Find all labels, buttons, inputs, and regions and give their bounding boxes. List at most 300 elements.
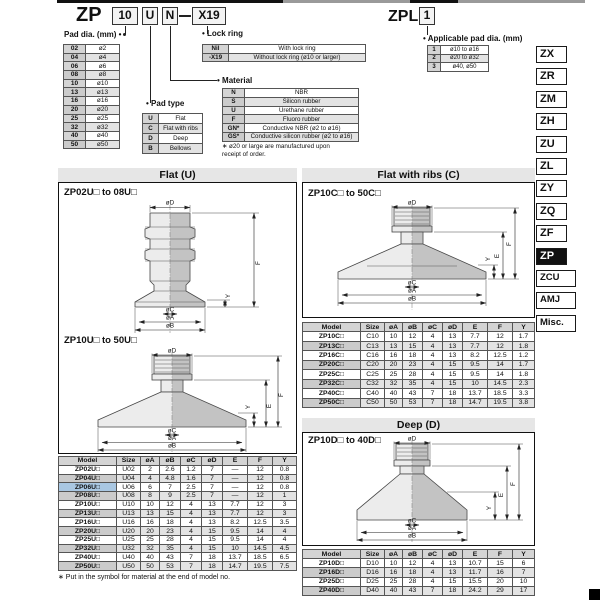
value-cell: 8 bbox=[141, 492, 160, 501]
flat-c-dimension-table bbox=[302, 322, 535, 408]
table-row bbox=[303, 370, 535, 379]
value-cell: 7 bbox=[202, 465, 223, 474]
value-cell: 0.8 bbox=[273, 465, 297, 474]
dim-label-y: Y bbox=[485, 256, 492, 262]
value-cell: ø32 bbox=[86, 123, 120, 132]
value-cell: 4 bbox=[273, 535, 297, 544]
value-cell: 9 bbox=[160, 492, 181, 501]
dim-label-od: øD bbox=[165, 199, 175, 207]
column-header: øC bbox=[181, 457, 202, 466]
value-cell: 25 bbox=[385, 577, 403, 586]
value-cell: 15 bbox=[202, 544, 223, 553]
value-cell: 17 bbox=[513, 586, 535, 595]
value-cell: 11.7 bbox=[463, 568, 488, 577]
row-key-cell: ZP13C□ bbox=[303, 341, 361, 350]
value-cell: U10 bbox=[117, 500, 141, 509]
value-cell: 7 bbox=[423, 398, 443, 407]
column-header: Size bbox=[361, 550, 385, 559]
row-key-cell: 10 bbox=[64, 79, 86, 88]
value-cell: 2.5 bbox=[181, 483, 202, 492]
dim-label-e: E bbox=[498, 492, 505, 498]
value-cell: 7 bbox=[160, 483, 181, 492]
value-cell: D40 bbox=[361, 586, 385, 595]
column-header: øC bbox=[423, 323, 443, 332]
value-cell: 2 bbox=[141, 465, 160, 474]
connector-material-h bbox=[170, 80, 217, 81]
value-cell: 8.2 bbox=[223, 518, 248, 527]
value-cell: 13 bbox=[443, 332, 463, 341]
sidebar-tab-zcu: ZCU bbox=[536, 270, 576, 287]
connector-size-dot bbox=[123, 33, 126, 36]
value-cell: 28 bbox=[160, 535, 181, 544]
value-cell: U08 bbox=[117, 492, 141, 501]
value-cell: 29 bbox=[488, 586, 513, 595]
value-cell: 13 bbox=[141, 509, 160, 518]
table-row bbox=[303, 332, 535, 341]
model-prefix: ZP bbox=[76, 4, 102, 26]
value-cell: 7.7 bbox=[463, 341, 488, 350]
value-cell: 8.2 bbox=[463, 351, 488, 360]
value-cell: C13 bbox=[361, 341, 385, 350]
value-cell: With lock ring bbox=[229, 45, 366, 54]
row-key-cell: 08 bbox=[64, 71, 86, 80]
value-cell: 12 bbox=[248, 509, 273, 518]
value-cell: U13 bbox=[117, 509, 141, 518]
dim-label-ob: øB bbox=[167, 442, 177, 450]
table-row bbox=[143, 134, 203, 144]
sidebar-tab-zf: ZF bbox=[536, 225, 567, 242]
zpl-number-box: 1 bbox=[419, 7, 435, 25]
value-cell: 16 bbox=[385, 351, 403, 360]
value-cell: 40 bbox=[385, 389, 403, 398]
dim-label-od: øD bbox=[167, 347, 177, 355]
value-cell: 12.5 bbox=[488, 351, 513, 360]
value-cell: 28 bbox=[403, 370, 423, 379]
table-row bbox=[223, 124, 359, 133]
table-row bbox=[143, 144, 203, 154]
value-cell: 40 bbox=[141, 553, 160, 562]
table-row bbox=[203, 53, 366, 62]
value-cell: 28 bbox=[403, 577, 423, 586]
row-key-cell: ZP25D□ bbox=[303, 577, 361, 586]
deep-d-dimension-table bbox=[302, 549, 535, 596]
value-cell: ø50 bbox=[86, 140, 120, 149]
value-cell: 15 bbox=[403, 341, 423, 350]
dim-label-od: øD bbox=[407, 199, 417, 207]
column-header: Y bbox=[513, 550, 535, 559]
value-cell: 7.7 bbox=[223, 500, 248, 509]
row-key-cell: ZP40D□ bbox=[303, 586, 361, 595]
value-cell: 18 bbox=[403, 351, 423, 360]
pad-dia-label: Pad dia. (mm) • bbox=[64, 30, 121, 39]
row-key-cell: ZP25U□ bbox=[59, 535, 117, 544]
row-key-cell: 25 bbox=[64, 114, 86, 123]
value-cell: 4 bbox=[423, 360, 443, 369]
lock-ring-label: • Lock ring bbox=[202, 29, 243, 38]
row-key-cell: D bbox=[143, 134, 159, 144]
value-cell: 9.5 bbox=[223, 535, 248, 544]
material-table bbox=[222, 88, 359, 142]
dim-label-oa: øA bbox=[165, 314, 175, 322]
value-cell: 19.5 bbox=[488, 398, 513, 407]
dim-label-y: Y bbox=[225, 293, 232, 299]
table-row bbox=[59, 465, 297, 474]
row-key-cell: -X19 bbox=[203, 53, 229, 62]
row-key-cell: 50 bbox=[64, 140, 86, 149]
table-row bbox=[59, 535, 297, 544]
row-key-cell: ZP32C□ bbox=[303, 379, 361, 388]
value-cell: 12.5 bbox=[248, 518, 273, 527]
dim-label-oc: øC bbox=[165, 306, 175, 314]
value-cell: C10 bbox=[361, 332, 385, 341]
value-cell: 0.8 bbox=[273, 474, 297, 483]
value-cell: 7 bbox=[423, 586, 443, 595]
value-cell: ø2 bbox=[86, 45, 120, 54]
value-cell: 10.7 bbox=[463, 559, 488, 568]
table-row bbox=[303, 389, 535, 398]
value-cell: 4.5 bbox=[273, 544, 297, 553]
row-key-cell: ZP06U□ bbox=[59, 483, 117, 492]
value-cell: 7 bbox=[423, 389, 443, 398]
table-row bbox=[428, 46, 489, 55]
value-cell: 12 bbox=[248, 474, 273, 483]
table-row bbox=[303, 360, 535, 369]
table-row bbox=[428, 54, 489, 63]
value-cell: 10 bbox=[463, 379, 488, 388]
value-cell: 10 bbox=[385, 559, 403, 568]
value-cell: U02 bbox=[117, 465, 141, 474]
value-cell: U20 bbox=[117, 527, 141, 536]
table-row bbox=[64, 114, 120, 123]
value-cell: 16 bbox=[385, 568, 403, 577]
value-cell: 10 bbox=[385, 332, 403, 341]
value-cell: 18 bbox=[443, 586, 463, 595]
value-cell: Urethane rubber bbox=[245, 106, 359, 115]
dim-label-y: Y bbox=[245, 404, 252, 410]
value-cell: 12 bbox=[488, 332, 513, 341]
value-cell: 43 bbox=[403, 586, 423, 595]
connector-material-v bbox=[170, 26, 171, 81]
row-key-cell: ZP04U□ bbox=[59, 474, 117, 483]
value-cell: 43 bbox=[403, 389, 423, 398]
value-cell: Deep bbox=[159, 134, 203, 144]
sidebar-tab-zr: ZR bbox=[536, 68, 567, 85]
row-key-cell: N bbox=[223, 89, 245, 98]
value-cell: 7 bbox=[181, 562, 202, 571]
value-cell: 25 bbox=[385, 370, 403, 379]
column-header: Y bbox=[273, 457, 297, 466]
top-rule-right-black bbox=[410, 0, 458, 3]
value-cell: 18.5 bbox=[248, 553, 273, 562]
value-cell: 9.5 bbox=[463, 360, 488, 369]
table-row bbox=[64, 105, 120, 114]
zpl-prefix: ZPL bbox=[388, 8, 419, 25]
dim-label-ob: øB bbox=[165, 322, 175, 330]
value-cell: 9.5 bbox=[223, 527, 248, 536]
value-cell: 14.5 bbox=[488, 379, 513, 388]
row-key-cell: ZP50U□ bbox=[59, 562, 117, 571]
table-row bbox=[64, 71, 120, 80]
dim-label-oa: øA bbox=[167, 435, 177, 442]
table-row bbox=[303, 559, 535, 568]
value-cell: 3.3 bbox=[513, 389, 535, 398]
diagram-deep-d bbox=[305, 434, 531, 544]
sidebar-tab-zh: ZH bbox=[536, 113, 567, 130]
value-cell: 10 bbox=[513, 577, 535, 586]
value-cell: 32 bbox=[141, 544, 160, 553]
model-material-box: N bbox=[162, 7, 178, 25]
top-rule-left-black bbox=[57, 0, 283, 3]
value-cell: 14 bbox=[248, 535, 273, 544]
flat-c-section-title: Flat with ribs (C) bbox=[302, 168, 535, 183]
value-cell: 18 bbox=[443, 389, 463, 398]
value-cell: — bbox=[223, 483, 248, 492]
column-header: øA bbox=[141, 457, 160, 466]
value-cell: ø10 to ø16 bbox=[441, 46, 489, 55]
value-cell: Fluoro rubber bbox=[245, 115, 359, 124]
value-cell: ø6 bbox=[86, 62, 120, 71]
column-header: F bbox=[488, 323, 513, 332]
pad-type-table bbox=[142, 113, 203, 154]
applicable-pad-dia-table bbox=[427, 45, 489, 72]
value-cell: 7 bbox=[181, 553, 202, 562]
table-row bbox=[303, 398, 535, 407]
value-cell: 53 bbox=[403, 398, 423, 407]
diagram-flat-c bbox=[305, 198, 531, 314]
row-key-cell: U bbox=[223, 106, 245, 115]
value-cell: D10 bbox=[361, 559, 385, 568]
row-key-cell: ZP16C□ bbox=[303, 351, 361, 360]
value-cell: D16 bbox=[361, 568, 385, 577]
value-cell: 23 bbox=[403, 360, 423, 369]
dim-label-f: F bbox=[510, 482, 517, 486]
value-cell: 20 bbox=[385, 360, 403, 369]
value-cell: 13 bbox=[202, 518, 223, 527]
value-cell: 16 bbox=[141, 518, 160, 527]
column-header: øD bbox=[443, 550, 463, 559]
flat-c-range-label: ZP10C□ to 50C□ bbox=[308, 188, 381, 199]
value-cell: 14.5 bbox=[248, 544, 273, 553]
value-cell: 18 bbox=[403, 568, 423, 577]
value-cell: 1.7 bbox=[513, 332, 535, 341]
value-cell: Silicon rubber bbox=[245, 97, 359, 106]
row-key-cell: ZP02U□ bbox=[59, 465, 117, 474]
row-key-cell: 1 bbox=[428, 46, 441, 55]
dim-label-y: Y bbox=[486, 505, 493, 511]
value-cell: 4 bbox=[423, 370, 443, 379]
table-row bbox=[64, 62, 120, 71]
value-cell: C40 bbox=[361, 389, 385, 398]
table-row bbox=[59, 483, 297, 492]
sidebar-tab-zy: ZY bbox=[536, 180, 567, 197]
dim-label-f: F bbox=[506, 242, 513, 246]
row-key-cell: ZP40C□ bbox=[303, 389, 361, 398]
value-cell: 19.5 bbox=[248, 562, 273, 571]
value-cell: 4 bbox=[423, 379, 443, 388]
table-row bbox=[223, 97, 359, 106]
row-key-cell: ZP50C□ bbox=[303, 398, 361, 407]
value-cell: 12 bbox=[248, 483, 273, 492]
value-cell: 2.3 bbox=[513, 379, 535, 388]
table-row bbox=[59, 518, 297, 527]
sidebar-tab-amj: AMJ bbox=[536, 292, 576, 309]
value-cell: 35 bbox=[403, 379, 423, 388]
row-key-cell: ZP10C□ bbox=[303, 332, 361, 341]
value-cell: 13 bbox=[202, 509, 223, 518]
table-row bbox=[223, 115, 359, 124]
value-cell: 15 bbox=[443, 577, 463, 586]
value-cell: 14.7 bbox=[223, 562, 248, 571]
value-cell: 12 bbox=[160, 500, 181, 509]
value-cell: 4 bbox=[181, 500, 202, 509]
row-key-cell: 02 bbox=[64, 45, 86, 54]
value-cell: Flat bbox=[159, 114, 203, 124]
table-row bbox=[59, 553, 297, 562]
value-cell: 14 bbox=[248, 527, 273, 536]
value-cell: 4 bbox=[423, 559, 443, 568]
value-cell: 12 bbox=[403, 332, 423, 341]
table-row bbox=[303, 351, 535, 360]
value-cell: 12 bbox=[248, 500, 273, 509]
row-key-cell: 3 bbox=[428, 63, 441, 72]
value-cell: 10 bbox=[223, 544, 248, 553]
value-cell: 13 bbox=[202, 500, 223, 509]
value-cell: 13.7 bbox=[463, 389, 488, 398]
row-key-cell: ZP40U□ bbox=[59, 553, 117, 562]
table-row bbox=[59, 509, 297, 518]
value-cell: ø40, ø50 bbox=[441, 63, 489, 72]
table-row bbox=[223, 106, 359, 115]
value-cell: 3.8 bbox=[513, 398, 535, 407]
table-row bbox=[64, 79, 120, 88]
table-row bbox=[223, 89, 359, 98]
diagram-flat-u-small bbox=[62, 197, 294, 337]
value-cell: 7 bbox=[202, 474, 223, 483]
dim-label-oc: øC bbox=[407, 517, 417, 525]
value-cell: 18 bbox=[443, 398, 463, 407]
pad-type-label: • Pad type bbox=[146, 99, 184, 108]
value-cell: 25 bbox=[141, 535, 160, 544]
table-row bbox=[428, 63, 489, 72]
value-cell: 18.5 bbox=[488, 389, 513, 398]
value-cell: 16 bbox=[488, 568, 513, 577]
value-cell: 2.6 bbox=[160, 465, 181, 474]
sidebar-tab-zm: ZM bbox=[536, 91, 567, 108]
value-cell: 6 bbox=[141, 483, 160, 492]
value-cell: C50 bbox=[361, 398, 385, 407]
value-cell: 15 bbox=[443, 379, 463, 388]
table-row bbox=[59, 492, 297, 501]
value-cell: ø40 bbox=[86, 131, 120, 140]
table-row bbox=[64, 131, 120, 140]
flat-u-large-range-label: ZP10U□ to 50U□ bbox=[64, 335, 137, 346]
value-cell: 1.8 bbox=[513, 370, 535, 379]
value-cell: 14 bbox=[488, 360, 513, 369]
value-cell: 20 bbox=[488, 577, 513, 586]
connector-padtype bbox=[150, 26, 151, 103]
dim-label-e: E bbox=[266, 403, 273, 409]
value-cell: 4 bbox=[181, 527, 202, 536]
row-key-cell: U bbox=[143, 114, 159, 124]
dim-label-ob: øB bbox=[407, 295, 417, 303]
value-cell: 13 bbox=[443, 568, 463, 577]
column-header: Size bbox=[361, 323, 385, 332]
value-cell: 50 bbox=[141, 562, 160, 571]
column-header: øD bbox=[202, 457, 223, 466]
flat-u-dimension-table bbox=[58, 456, 297, 571]
value-cell: 1.2 bbox=[181, 465, 202, 474]
value-cell: NBR bbox=[245, 89, 359, 98]
value-cell: U50 bbox=[117, 562, 141, 571]
value-cell: 43 bbox=[160, 553, 181, 562]
column-header: E bbox=[223, 457, 248, 466]
table-row bbox=[64, 97, 120, 106]
value-cell: U04 bbox=[117, 474, 141, 483]
table-row bbox=[303, 379, 535, 388]
value-cell: 18 bbox=[202, 553, 223, 562]
value-cell: 13 bbox=[443, 559, 463, 568]
value-cell: Flat with ribs bbox=[159, 124, 203, 134]
row-key-cell: S bbox=[223, 97, 245, 106]
row-key-cell: 16 bbox=[64, 97, 86, 106]
model-size-box: 10 bbox=[112, 7, 138, 25]
value-cell: 13.7 bbox=[223, 553, 248, 562]
table-row bbox=[64, 53, 120, 62]
model-option-box: X19 bbox=[192, 7, 226, 25]
value-cell: 24.2 bbox=[463, 586, 488, 595]
table-row bbox=[143, 124, 203, 134]
row-key-cell: ZP20U□ bbox=[59, 527, 117, 536]
value-cell: 12 bbox=[248, 465, 273, 474]
value-cell: 4 bbox=[181, 518, 202, 527]
dim-label-oa: øA bbox=[407, 525, 417, 532]
dim-label-oa: øA bbox=[407, 287, 417, 295]
value-cell: 23 bbox=[160, 527, 181, 536]
row-key-cell: 04 bbox=[64, 53, 86, 62]
table-row bbox=[59, 562, 297, 571]
table-row bbox=[64, 123, 120, 132]
value-cell: U32 bbox=[117, 544, 141, 553]
row-key-cell: ZP20C□ bbox=[303, 360, 361, 369]
value-cell: 1.7 bbox=[513, 360, 535, 369]
column-header: Model bbox=[303, 323, 361, 332]
value-cell: 10 bbox=[141, 500, 160, 509]
row-key-cell: 13 bbox=[64, 88, 86, 97]
value-cell: ø4 bbox=[86, 53, 120, 62]
sidebar-tab-zu: ZU bbox=[536, 136, 567, 153]
row-key-cell: ZP10D□ bbox=[303, 559, 361, 568]
value-cell: 15 bbox=[160, 509, 181, 518]
applicable-pad-dia-label: • Applicable pad dia. (mm) bbox=[423, 34, 522, 43]
value-cell: 1.8 bbox=[513, 341, 535, 350]
value-cell: 15 bbox=[488, 559, 513, 568]
value-cell: Bellows bbox=[159, 144, 203, 154]
table-row bbox=[64, 88, 120, 97]
value-cell: 13 bbox=[443, 351, 463, 360]
column-header: øA bbox=[385, 323, 403, 332]
value-cell: 3.5 bbox=[273, 518, 297, 527]
value-cell: 40 bbox=[385, 586, 403, 595]
header-row bbox=[303, 323, 535, 332]
value-cell: U25 bbox=[117, 535, 141, 544]
row-key-cell: ZP10U□ bbox=[59, 500, 117, 509]
dim-label-ob: øB bbox=[407, 532, 417, 540]
column-header: Model bbox=[59, 457, 117, 466]
value-cell: C16 bbox=[361, 351, 385, 360]
value-cell: — bbox=[223, 474, 248, 483]
deep-d-section-title: Deep (D) bbox=[302, 418, 535, 433]
value-cell: 2.5 bbox=[181, 492, 202, 501]
